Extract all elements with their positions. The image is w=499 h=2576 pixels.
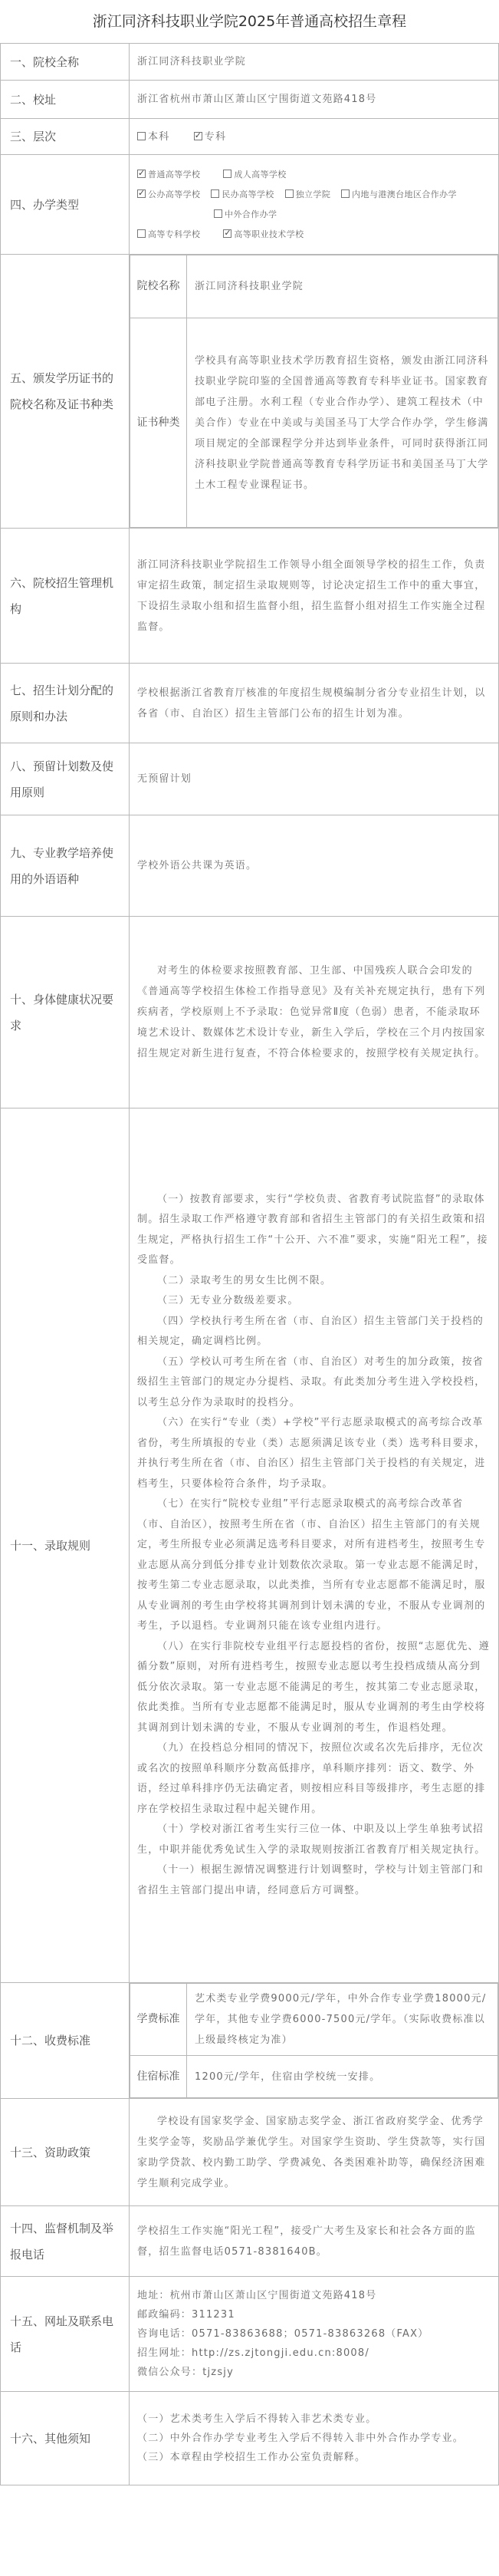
admission-paragraph: （三）无专业分数级差要求。 — [157, 1295, 299, 1307]
value-tuition: 艺术类专业学费9000元/学年，中外合作专业学费18000元/学年，其他专业学费6000-7500元/学年。（实际收费标准以上级最终核定为准） — [187, 1984, 498, 2056]
label-aid: 十三、资助政策 — [1, 2099, 130, 2206]
admission-paragraph: （七）在实行“院校专业组”平行志愿录取模式的高考综合改革省（市、自治区），按照考生所在省（市、自治区）招生主管部门的有关规定，考生所报专业必须满足选考科目要求，对所有进档考生，按照考生专业志愿从高分到低分排专业计划数依次录取。第一专业志愿不能满足时，按考生第二专业志愿录取，以此类推，当所有专业志愿都不能满足时，服从专业调剂的考生由学校将其调剂到计划未满的专业，不服从专业调剂的考生，予以退档。专业调剂只能在该专业组内进行。 — [137, 1498, 486, 1632]
certificate-kind-row — [130, 318, 498, 528]
label-other: 十六、其他须知 — [1, 2392, 130, 2485]
label-plan: 七、招生计划分配的原则和办法 — [1, 664, 130, 743]
contact-postcode: 邮政编码：311231 — [137, 2309, 235, 2321]
value-housing: 1200元/学年，住宿由学校统一安排。 — [187, 2056, 498, 2098]
row-reserve — [1, 743, 499, 815]
label-fees: 十二、收费标准 — [1, 1983, 130, 2099]
value-address: 浙江省杭州市萧山区萧山区宁围街道文苑路418号 — [130, 81, 499, 119]
type-option: 成人高等学校 — [223, 165, 286, 185]
row-supervision — [1, 2206, 499, 2277]
value-reserve: 无预留计划 — [130, 743, 499, 815]
checked-checkbox-icon — [194, 132, 202, 140]
admission-paragraph: （十）学校对浙江省考生实行三位一体、中职及以上学生单独考试招生，中职并能优秀免试生入学的录取规则按浙江省教育厅相关规定执行。 — [137, 1823, 486, 1856]
other-note: （三）本章程由学校招生工作办公室负责解释。 — [137, 2452, 366, 2463]
value-plan: 学校根据浙江省教育厅核准的年度招生规模编制分省分专业招生计划，以各省（市、自治区）招生主管部门公布的招生计划为准。 — [130, 664, 499, 743]
value-cert-school: 浙江同济科技职业学院 — [187, 255, 498, 318]
admission-paragraph: （六）在实行“专业（类）+学校”平行志愿录取模式的高考综合改革省份，考生所填报的专业（类）志愿须满足该专业（类）选考科目要求，并执行考生所在省（市、自治区）招生主管部门关于投档的有关规定，进档考生，只要体检符合条件，均予录取。 — [137, 1417, 486, 1490]
type-option: 中外合作办学 — [214, 205, 277, 225]
row-language — [1, 815, 499, 917]
checked-checkbox-icon — [223, 229, 231, 238]
value-certificate — [130, 255, 499, 529]
row-admission — [1, 1108, 499, 1983]
row-plan — [1, 664, 499, 743]
row-certificate — [1, 255, 499, 529]
label-certificate: 五、颁发学历证书的院校名称及证书种类 — [1, 255, 130, 529]
row-type — [1, 155, 499, 255]
contact-website-link[interactable]: 招生网址：http://zs.zjtongji.edu.cn:8008/ — [137, 2347, 369, 2359]
label-language: 九、专业教学培养使用的外语语种 — [1, 815, 130, 917]
value-admission — [130, 1108, 499, 1983]
label-level: 三、层次 — [1, 119, 130, 155]
level-option-college: ✓ 专科 — [194, 127, 226, 147]
value-fees — [130, 1983, 499, 2099]
checkbox-icon — [341, 189, 350, 198]
label-contact: 十五、网址及联系电话 — [1, 2277, 130, 2392]
contact-address: 地址：杭州市萧山区萧山区宁围街道文苑路418号 — [137, 2290, 377, 2301]
label-cert-school: 院校名称 — [130, 255, 187, 318]
tuition-row — [130, 1984, 498, 2056]
contact-phone: 咨询电话：0571-83863688；0571-83863268（FAX） — [137, 2328, 429, 2340]
admission-paragraph: （五）学校认可考生所在省（市、自治区）对考生的加分政策，按省级招生主管部门的规定办分提档、录取。有此类加分考生进入学校投档，以考生总分作为录取时的投档分。 — [137, 1356, 486, 1408]
type-option: ✓ 高等职业技术学校 — [223, 225, 304, 245]
row-other — [1, 2392, 499, 2485]
type-option: 独立学院 — [285, 185, 331, 205]
row-health — [1, 917, 499, 1108]
row-address — [1, 81, 499, 119]
value-management: 浙江同济科技职业学院招生工作领导小组全面领导学校的招生工作，负责审定招生政策，制定招生录取规则等，讨论决定招生工作中的重大事宜，下设招生录取小组和招生监督小组，招生监督小组对招生工作实施全过程监督。 — [130, 529, 499, 664]
label-health: 十、身体健康状况要求 — [1, 917, 130, 1108]
admission-paragraph: （四）学校执行考生所在省（市、自治区）招生主管部门关于投档的相关规定，确定调档比例。 — [137, 1315, 484, 1348]
other-note: （一）艺术类考生入学后不得转入非艺术类专业。 — [137, 2413, 377, 2425]
label-school-name: 一、院校全称 — [1, 44, 130, 81]
other-note: （二）中外合作办学专业考生入学后不得转入非中外合作办学专业。 — [137, 2433, 465, 2444]
value-school-name: 浙江同济科技职业学院 — [130, 44, 499, 81]
checkbox-icon — [285, 189, 294, 198]
value-level — [130, 119, 499, 155]
checkbox-icon — [137, 229, 146, 238]
checkbox-icon — [214, 209, 222, 218]
checkbox-icon — [137, 132, 146, 140]
label-admission: 十一、录取规则 — [1, 1108, 130, 1983]
row-level — [1, 119, 499, 155]
certificate-name-row — [130, 255, 498, 318]
row-fees — [1, 1983, 499, 2099]
page-title: 浙江同济科技职业学院2025年普通高校招生章程 — [92, 13, 407, 30]
health-paragraph: 对考生的体检要求按照教育部、卫生部、中国残疾人联合会印发的《普通高等学校招生体检工作指导意见》及有关补充规定执行，患有下列疾病者，学校原则上不予录取：色觉异常Ⅱ度（色弱）患者，不能录取环境艺术设计、数媒体艺术设计专业，新生入学后，学校在三个月内按国家招生规定对新生进行复查，不符合体检要求的，按照学校有关规定执行。 — [137, 965, 486, 1059]
row-contact — [1, 2277, 499, 2392]
checkbox-icon — [211, 189, 219, 198]
contact-wechat: 微信公众号：tjzsjy — [137, 2367, 235, 2378]
label-reserve: 八、预留计划数及使用原则 — [1, 743, 130, 815]
type-option: 民办高等学校 — [211, 185, 274, 205]
value-supervision: 学校招生工作实施“阳光工程”，接受广大考生及家长和社会各方面的监督，招生监督电话0571-8381640B。 — [130, 2206, 499, 2277]
value-type — [130, 155, 499, 255]
value-language: 学校外语公共课为英语。 — [130, 815, 499, 917]
label-supervision: 十四、监督机制及举报电话 — [1, 2206, 130, 2277]
fees-subtable — [130, 1983, 498, 2098]
charter-table — [0, 43, 499, 2485]
admission-paragraph: （八）在实行非院校专业组平行志愿投档的省份，按照“志愿优先、遵循分数”原则，对所有进档考生，按照专业志愿以考生投档成绩从高分到低分依次录取。第一专业志愿不能满足的考生，按其第二专业志愿录取，依此类推。当所有专业志愿都不能满足时，服从专业调剂的考生由学校将其调剂到计划未满的专业，不服从专业调剂的考生，作退档处理。 — [137, 1640, 490, 1734]
checked-checkbox-icon — [137, 170, 146, 178]
type-option: 高等专科学校 — [137, 225, 200, 245]
label-management: 六、院校招生管理机构 — [1, 529, 130, 664]
certificate-subtable — [130, 255, 498, 528]
housing-row — [130, 2056, 498, 2098]
row-management — [1, 529, 499, 664]
label-tuition: 学费标准 — [130, 1984, 187, 2056]
checked-checkbox-icon — [137, 189, 146, 198]
row-school-name — [1, 44, 499, 81]
type-option: 内地与港澳台地区合作办学 — [341, 185, 457, 205]
level-option-undergrad: 本科 — [137, 127, 169, 147]
type-option: ✓普通高等学校 — [137, 165, 200, 185]
checkbox-icon — [223, 170, 231, 178]
label-cert-kind: 证书种类 — [130, 318, 187, 528]
admission-paragraph: （九）在投档总分相同的情况下，按照位次或名次先后排序，无位次或名次的按照单科顺序分数高低排序，单科顺序排列：语文、数学、外语，经过单科排序仍无法确定者，则按相应科目等级排序，考生志愿的排序在学校招生录取过程中起关键作用。 — [137, 1742, 486, 1815]
value-cert-kind: 学校具有高等职业技术学历教育招生资格，颁发由浙江同济科技职业学院印鉴的全国普通高等教育专科毕业证书。国家教育部电子注册。水利工程（专业合作办学）、建筑工程技术（中美合作）专业在中美或与美国圣马丁大学合作办学，学生修满项目规定的全部课程学分并达到毕业条件，可同时获得浙江同济科技职业学院普通高等教育专科学历证书和美国圣马丁大学土木工程专业课程证书。 — [187, 318, 498, 528]
admission-paragraph: （十一）根据生源情况调整进行计划调整时，学校与计划主管部门和省招生主管部门提出申请，经同意后方可调整。 — [137, 1864, 484, 1896]
label-housing: 住宿标准 — [130, 2056, 187, 2098]
label-type: 四、办学类型 — [1, 155, 130, 255]
value-aid — [130, 2099, 499, 2206]
value-other — [130, 2392, 499, 2485]
value-contact — [130, 2277, 499, 2392]
label-address: 二、校址 — [1, 81, 130, 119]
admission-paragraph: （一）按教育部要求，实行“学校负责、省教育考试院监督”的录取体制。招生录取工作严格遵守教育部和省招生主管部门的有关招生政策和招生规定，严格执行招生工作“十公开、六不准”要求，实施“阳光工程”，接受监督。 — [137, 1193, 488, 1267]
type-option: ✓公办高等学校 — [137, 185, 200, 205]
row-aid — [1, 2099, 499, 2206]
admission-paragraph: （二）录取考生的男女生比例不限。 — [157, 1274, 332, 1286]
aid-paragraph: 学校设有国家奖学金、国家励志奖学金、浙江省政府奖学金、优秀学生奖学金等，奖励品学兼优学生。对国家学生资助、学生贷款等，实行国家助学贷款、校内勤工助学、学费减免、各类困难补助等，确保经济困难学生顺利完成学业。 — [137, 2115, 486, 2189]
value-health — [130, 917, 499, 1108]
